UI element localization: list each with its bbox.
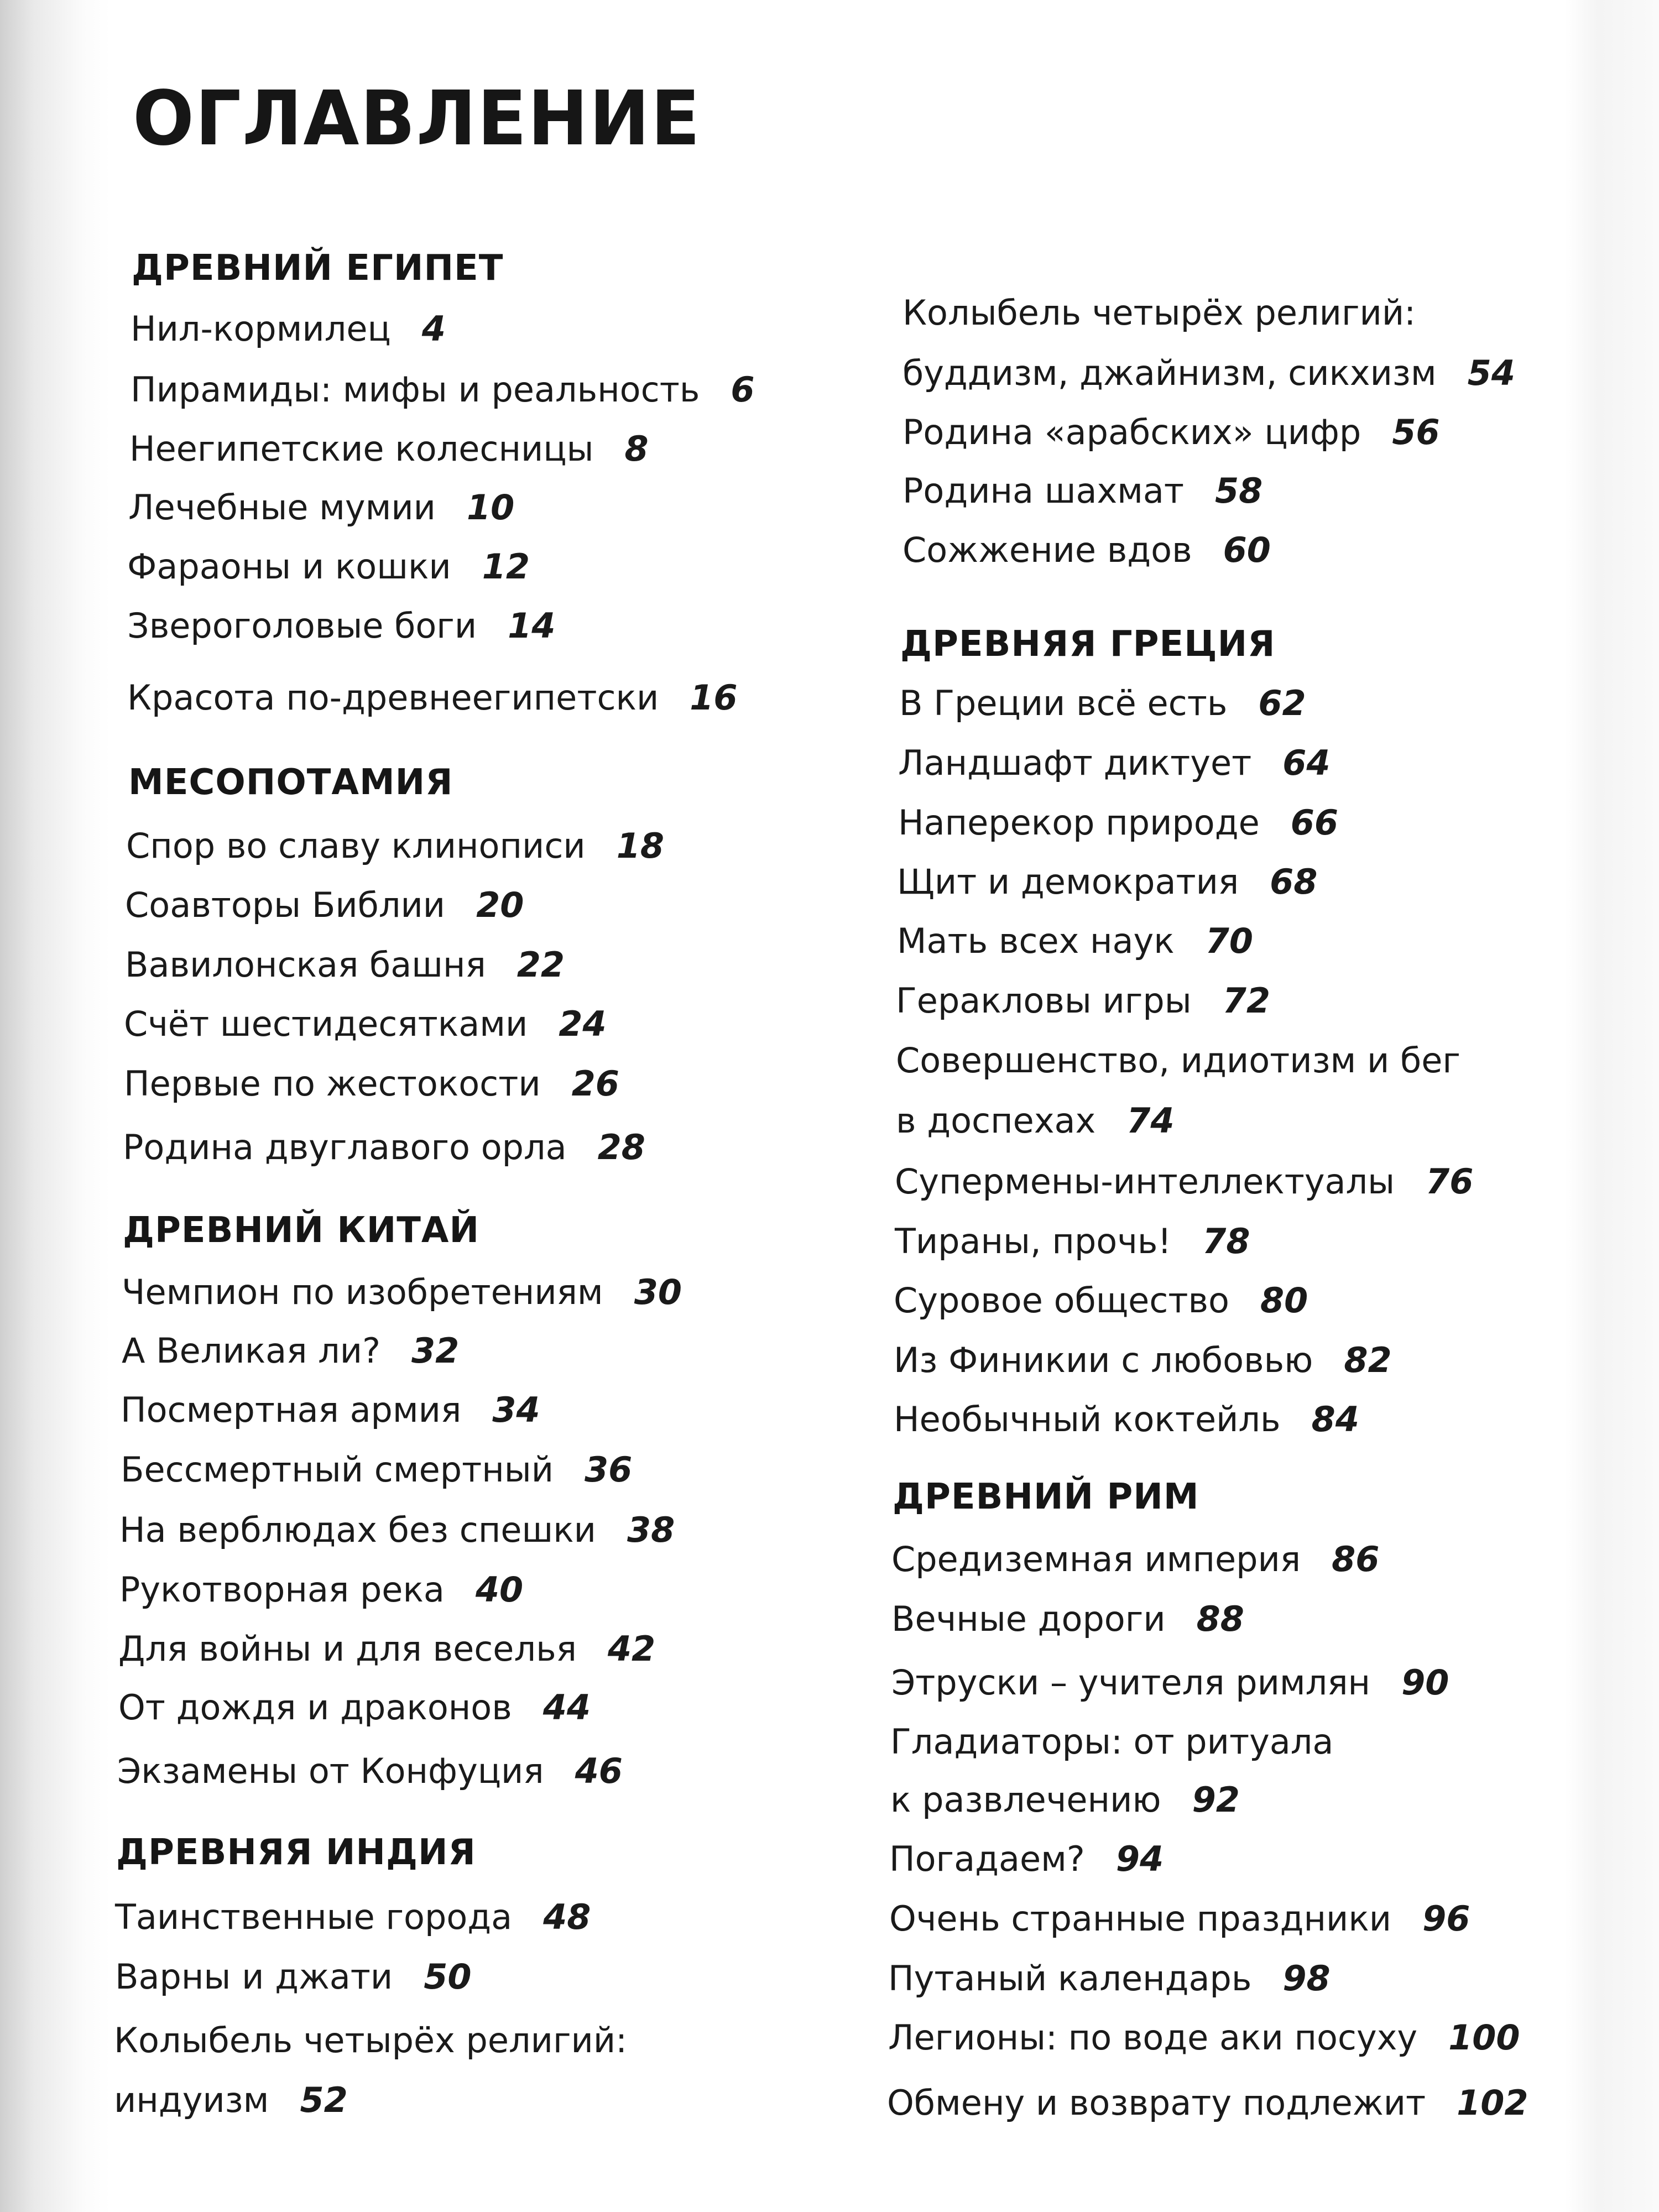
toc-page-number: 80 [1260, 1280, 1308, 1321]
toc-page-number: 40 [475, 1569, 524, 1610]
toc-page-number: 64 [1282, 743, 1331, 783]
toc-entry-title: Родина шахмат [902, 471, 1185, 511]
toc-entry-title: Для войны и для веселья [118, 1629, 577, 1669]
toc-entry[interactable] [894, 1338, 1392, 1383]
toc-entry[interactable] [887, 2081, 1528, 2125]
toc-entry-title: Пирамиды: мифы и реальность [131, 369, 700, 410]
toc-page-number: 48 [543, 1897, 591, 1937]
toc-entry-title: Средиземная империя [891, 1539, 1301, 1579]
toc-entry-title: Родина двуглавого орла [123, 1127, 567, 1167]
toc-page-number: 44 [542, 1687, 591, 1728]
toc-entry[interactable] [902, 528, 1271, 572]
toc-entry[interactable] [124, 1062, 619, 1106]
toc-page-number: 26 [571, 1063, 619, 1104]
toc-entry-line-1[interactable]: Совершенство, идиотизм и бег [896, 1040, 1460, 1081]
page-title: ОГЛАВЛЕНИЕ [133, 75, 701, 163]
toc-entry[interactable] [896, 1099, 1174, 1143]
toc-page-number: 56 [1392, 412, 1440, 452]
toc-entry-title: индуизм [114, 2080, 269, 2120]
toc-entry-title: Фараоны и кошки [127, 546, 451, 587]
toc-entry-title: Спор во славу клинописи [126, 826, 586, 866]
toc-entry-title: А Великая ли? [122, 1331, 380, 1371]
toc-entry[interactable] [889, 1897, 1470, 1941]
toc-entry[interactable] [898, 741, 1331, 785]
toc-page-number: 88 [1196, 1599, 1244, 1639]
toc-entry[interactable] [896, 979, 1270, 1023]
toc-page-number: 50 [424, 1957, 472, 1997]
toc-page-number: 6 [731, 369, 755, 410]
toc-entry-title: Посмертная армия [121, 1390, 462, 1430]
toc-page-number: 14 [508, 606, 556, 646]
toc-entry[interactable] [902, 469, 1262, 513]
toc-entry[interactable] [902, 410, 1440, 455]
toc-entry[interactable] [902, 351, 1515, 395]
toc-entry-title: Погадаем? [889, 1839, 1085, 1879]
toc-entry[interactable] [889, 1837, 1164, 1881]
toc-entry-title: Нил-кормилец [131, 309, 391, 349]
toc-page-number: 62 [1258, 683, 1306, 723]
toc-entry[interactable] [891, 1661, 1449, 1705]
toc-page-number: 22 [517, 945, 565, 985]
toc-entry-title: Путаный календарь [888, 1958, 1252, 1999]
toc-entry[interactable] [897, 919, 1253, 963]
toc-entry-title: Этруски – учителя римлян [891, 1662, 1371, 1703]
toc-page-number: 84 [1311, 1399, 1359, 1439]
toc-entry-title: Неегипетские колесницы [129, 429, 594, 469]
toc-page-number: 34 [492, 1390, 540, 1430]
section-heading-greece: ДРЕВНЯЯ ГРЕЦИЯ [900, 624, 1276, 665]
toc-entry-title: Счёт шестидесятками [124, 1004, 528, 1044]
toc-page-number: 28 [597, 1127, 645, 1167]
toc-entry-title: Бессмертный смертный [121, 1449, 554, 1490]
toc-entry-title: в доспехах [896, 1100, 1096, 1141]
toc-entry-title: Обмену и возврату подлежит [887, 2083, 1426, 2123]
toc-entry[interactable] [131, 368, 755, 412]
toc-entry-title: Супермены-интеллектуалы [895, 1161, 1395, 1202]
section-heading-rome: ДРЕВНИЙ РИМ [893, 1477, 1199, 1517]
toc-page-number: 32 [411, 1331, 460, 1371]
toc-page-number: 4 [421, 309, 446, 349]
toc-entry-title: Родина «арабских» цифр [902, 412, 1361, 452]
toc-entry-line-1[interactable]: Гладиаторы: от ритуала [890, 1721, 1334, 1762]
toc-page-number: 92 [1192, 1780, 1240, 1820]
toc-entry-title: буддизм, джайнизм, сикхизм [902, 353, 1437, 393]
toc-page-number: 86 [1332, 1539, 1380, 1579]
toc-page-number: 90 [1401, 1662, 1449, 1703]
toc-entry[interactable] [123, 1125, 645, 1170]
toc-page-number: 82 [1344, 1340, 1392, 1380]
toc-entry[interactable] [127, 604, 555, 648]
toc-page-number: 16 [690, 677, 738, 718]
toc-entry[interactable] [888, 1957, 1331, 2001]
toc-entry-title: На верблюдах без спешки [119, 1510, 596, 1550]
toc-entry[interactable] [128, 486, 514, 530]
page-gutter-shadow [0, 0, 111, 2212]
toc-entry-title: Ландшафт диктует [898, 743, 1252, 783]
toc-entry-title: Легионы: по воде аки посуху [888, 2017, 1418, 2058]
page-edge [1565, 0, 1659, 2212]
toc-entry-title: Тираны, прочь! [895, 1221, 1172, 1261]
toc-entry[interactable] [114, 2078, 348, 2122]
toc-page-number: 18 [616, 826, 664, 866]
toc-page-number: 60 [1223, 530, 1271, 570]
toc-entry[interactable] [115, 1955, 472, 1999]
toc-entry-title: Лечебные мумии [128, 487, 436, 528]
toc-page-number: 94 [1115, 1839, 1164, 1879]
toc-page-number: 72 [1222, 980, 1270, 1021]
toc-entry-title: Варны и джати [115, 1957, 393, 1997]
toc-entry[interactable] [894, 1279, 1308, 1323]
toc-entry[interactable] [897, 860, 1317, 904]
toc-page-number: 52 [300, 2080, 348, 2120]
toc-entry[interactable] [891, 1537, 1379, 1582]
toc-entry-title: От дождя и драконов [118, 1687, 512, 1728]
toc-entry-title: Необычный коктейль [894, 1399, 1281, 1439]
toc-page-number: 66 [1290, 802, 1339, 843]
toc-page-number: 74 [1126, 1100, 1175, 1141]
toc-entry-title: Очень странные праздники [889, 1898, 1392, 1939]
toc-page-number: 8 [624, 429, 649, 469]
toc-entry-title: Наперекор природе [898, 802, 1260, 843]
toc-page-number: 24 [559, 1004, 607, 1044]
toc-entry-title: Из Финикии с любовью [894, 1340, 1313, 1380]
section-heading-egypt: ДРЕВНИЙ ЕГИПЕТ [132, 248, 504, 289]
toc-page-number: 54 [1467, 353, 1515, 393]
section-heading-mesopotamia: МЕСОПОТАМИЯ [128, 762, 453, 803]
toc-entry[interactable] [119, 1508, 675, 1552]
toc-entry-title: Мать всех наук [897, 921, 1175, 961]
toc-entry[interactable] [122, 1329, 459, 1373]
toc-entry-title: Щит и демократия [897, 862, 1239, 902]
toc-entry[interactable] [118, 1686, 591, 1730]
toc-page-number: 68 [1270, 862, 1318, 902]
toc-entry[interactable] [129, 427, 649, 471]
toc-entry-title: Вавилонская башня [125, 945, 486, 985]
toc-entry-title: Таинственные города [115, 1897, 513, 1937]
toc-entry[interactable] [124, 1002, 607, 1046]
toc-entry[interactable] [117, 1749, 623, 1793]
toc-entry[interactable] [895, 1219, 1250, 1264]
toc-page-number: 58 [1215, 471, 1263, 511]
toc-entry[interactable] [118, 1627, 655, 1671]
toc-page-number: 98 [1282, 1958, 1331, 1999]
toc-entry-title: Чемпион по изобретениям [122, 1272, 603, 1312]
toc-page-number: 42 [607, 1629, 656, 1669]
toc-entry[interactable] [131, 307, 446, 351]
toc-entry-title: Суровое общество [894, 1280, 1229, 1321]
toc-page-number: 70 [1205, 921, 1253, 961]
toc-entry-title: В Греции всё есть [899, 683, 1228, 723]
toc-page-number: 102 [1457, 2083, 1528, 2123]
section-heading-india: ДРЕВНЯЯ ИНДИЯ [116, 1832, 476, 1873]
toc-entry[interactable] [890, 1778, 1240, 1822]
toc-entry-title: Вечные дороги [891, 1599, 1166, 1639]
toc-entry[interactable] [126, 824, 664, 868]
toc-entry[interactable] [898, 801, 1338, 845]
toc-page-number: 10 [466, 487, 515, 528]
toc-page-number: 76 [1426, 1161, 1474, 1202]
toc-entry[interactable] [115, 1895, 591, 1939]
toc-entry[interactable] [125, 943, 565, 987]
section-heading-china: ДРЕВНИЙ КИТАЙ [123, 1210, 479, 1251]
toc-entry[interactable] [888, 2016, 1520, 2060]
toc-page-number: 46 [575, 1751, 623, 1791]
toc-entry-line-1[interactable]: Колыбель четырёх религий: [902, 293, 1416, 333]
toc-entry[interactable] [121, 1388, 540, 1432]
toc-entry[interactable] [127, 545, 530, 589]
toc-page-number: 38 [627, 1510, 675, 1550]
toc-entry-title: Экзамены от Конфуция [117, 1751, 544, 1791]
toc-entry[interactable] [899, 681, 1306, 726]
toc-entry-title: Сожжение вдов [902, 530, 1192, 570]
toc-entry-title: к развлечению [890, 1780, 1161, 1820]
toc-entry-title: Звероголовые боги [127, 606, 477, 646]
toc-entry-title: Красота по-древнеегипетски [127, 677, 659, 718]
toc-entry[interactable] [891, 1597, 1244, 1641]
toc-page-number: 96 [1422, 1898, 1470, 1939]
toc-page-number: 36 [585, 1449, 633, 1490]
toc-entry[interactable] [127, 676, 738, 720]
toc-entry-title: Рукотворная река [119, 1569, 445, 1610]
toc-entry-line-1[interactable]: Колыбель четырёх религий: [114, 2020, 628, 2060]
toc-entry-title: Соавторы Библии [125, 885, 446, 925]
toc-page-number: 100 [1448, 2017, 1520, 2058]
toc-entry[interactable] [121, 1448, 632, 1492]
toc-page-number: 78 [1202, 1221, 1250, 1261]
toc-entry-title: Первые по жестокости [124, 1063, 541, 1104]
toc-entry[interactable] [125, 883, 524, 927]
toc-entry-title: Геракловы игры [896, 980, 1192, 1021]
toc-entry[interactable] [895, 1160, 1473, 1204]
toc-page-number: 30 [634, 1272, 682, 1312]
toc-entry[interactable] [122, 1270, 682, 1314]
toc-entry[interactable] [894, 1397, 1359, 1442]
toc-page-number: 20 [476, 885, 524, 925]
toc-page-number: 12 [482, 546, 530, 587]
toc-entry[interactable] [119, 1568, 523, 1612]
